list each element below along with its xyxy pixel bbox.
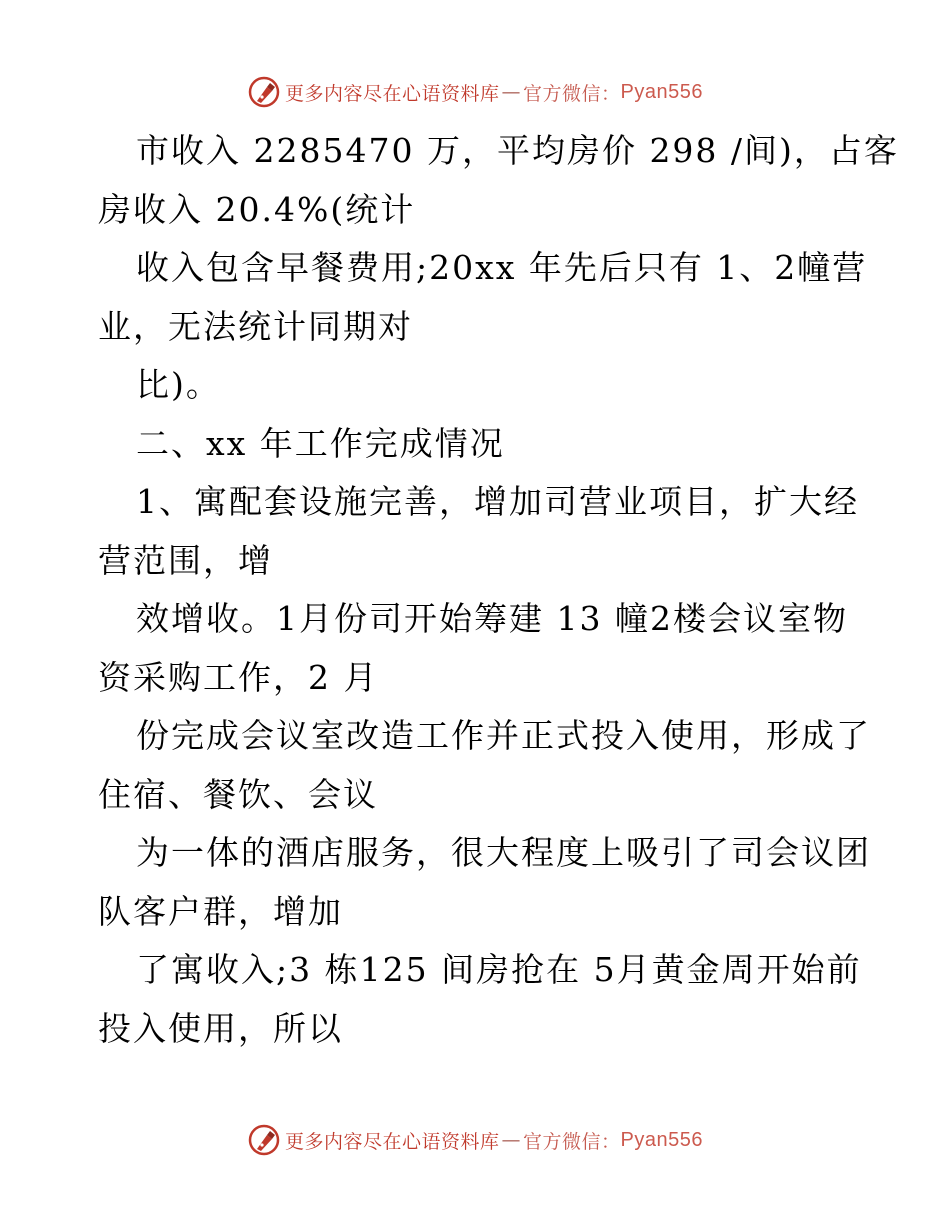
text-line: 比)。	[136, 365, 221, 404]
banner-wechat-label: 官方微信：	[523, 1130, 621, 1153]
text-line: 营范围，增	[98, 540, 273, 580]
text-line: 了寓收入;3 栋125 间房抢在 5月黄金周开始前	[136, 950, 862, 989]
text-line: 二、xx 年工作完成情况	[136, 423, 505, 463]
banner-text	[285, 1127, 703, 1154]
text-line: 房收入 20.4%(统计	[98, 189, 416, 229]
text-line: 住宿、餐饮、会议	[98, 774, 378, 814]
text-line: 份完成会议室改造工作并正式投入使用，形成了	[136, 716, 871, 755]
text-line: 1、寓配套设施完善，增加司营业项目，扩大经	[136, 482, 859, 521]
text-line: 业，无法统计同期对	[98, 306, 413, 346]
banner-wechat-id: Pyan556	[620, 1128, 703, 1151]
banner-dash: —	[501, 81, 522, 103]
text-line: 为一体的酒店服务，很大程度上吸引了司会议团	[136, 833, 871, 872]
document-body	[98, 122, 899, 1058]
banner-wechat-id: Pyan556	[620, 80, 703, 103]
banner-dash: —	[501, 1129, 522, 1151]
text-line: 效增收。1月份司开始筹建 13 幢2楼会议室物	[136, 599, 848, 638]
text-line: 投入使用，所以	[98, 1008, 343, 1048]
text-line: 资采购工作，2 月	[98, 657, 379, 697]
text-line: 收入包含早餐费用;20xx 年先后只有 1、2幢营	[136, 248, 868, 287]
banner-wechat-label: 官方微信：	[523, 82, 621, 105]
banner-site-name: 更多内容尽在心语资料库	[285, 82, 500, 105]
text-line: 市收入 2285470 万，平均房价 298 /间)，占客	[136, 131, 899, 170]
footer-banner	[0, 1120, 950, 1160]
text-line: 队客户群，增加	[98, 891, 343, 931]
pen-nib-logo-icon	[247, 1123, 281, 1157]
banner-site-name: 更多内容尽在心语资料库	[285, 1130, 500, 1153]
pen-nib-logo-icon	[247, 75, 281, 109]
header-banner	[0, 72, 950, 112]
banner-text	[285, 79, 703, 106]
